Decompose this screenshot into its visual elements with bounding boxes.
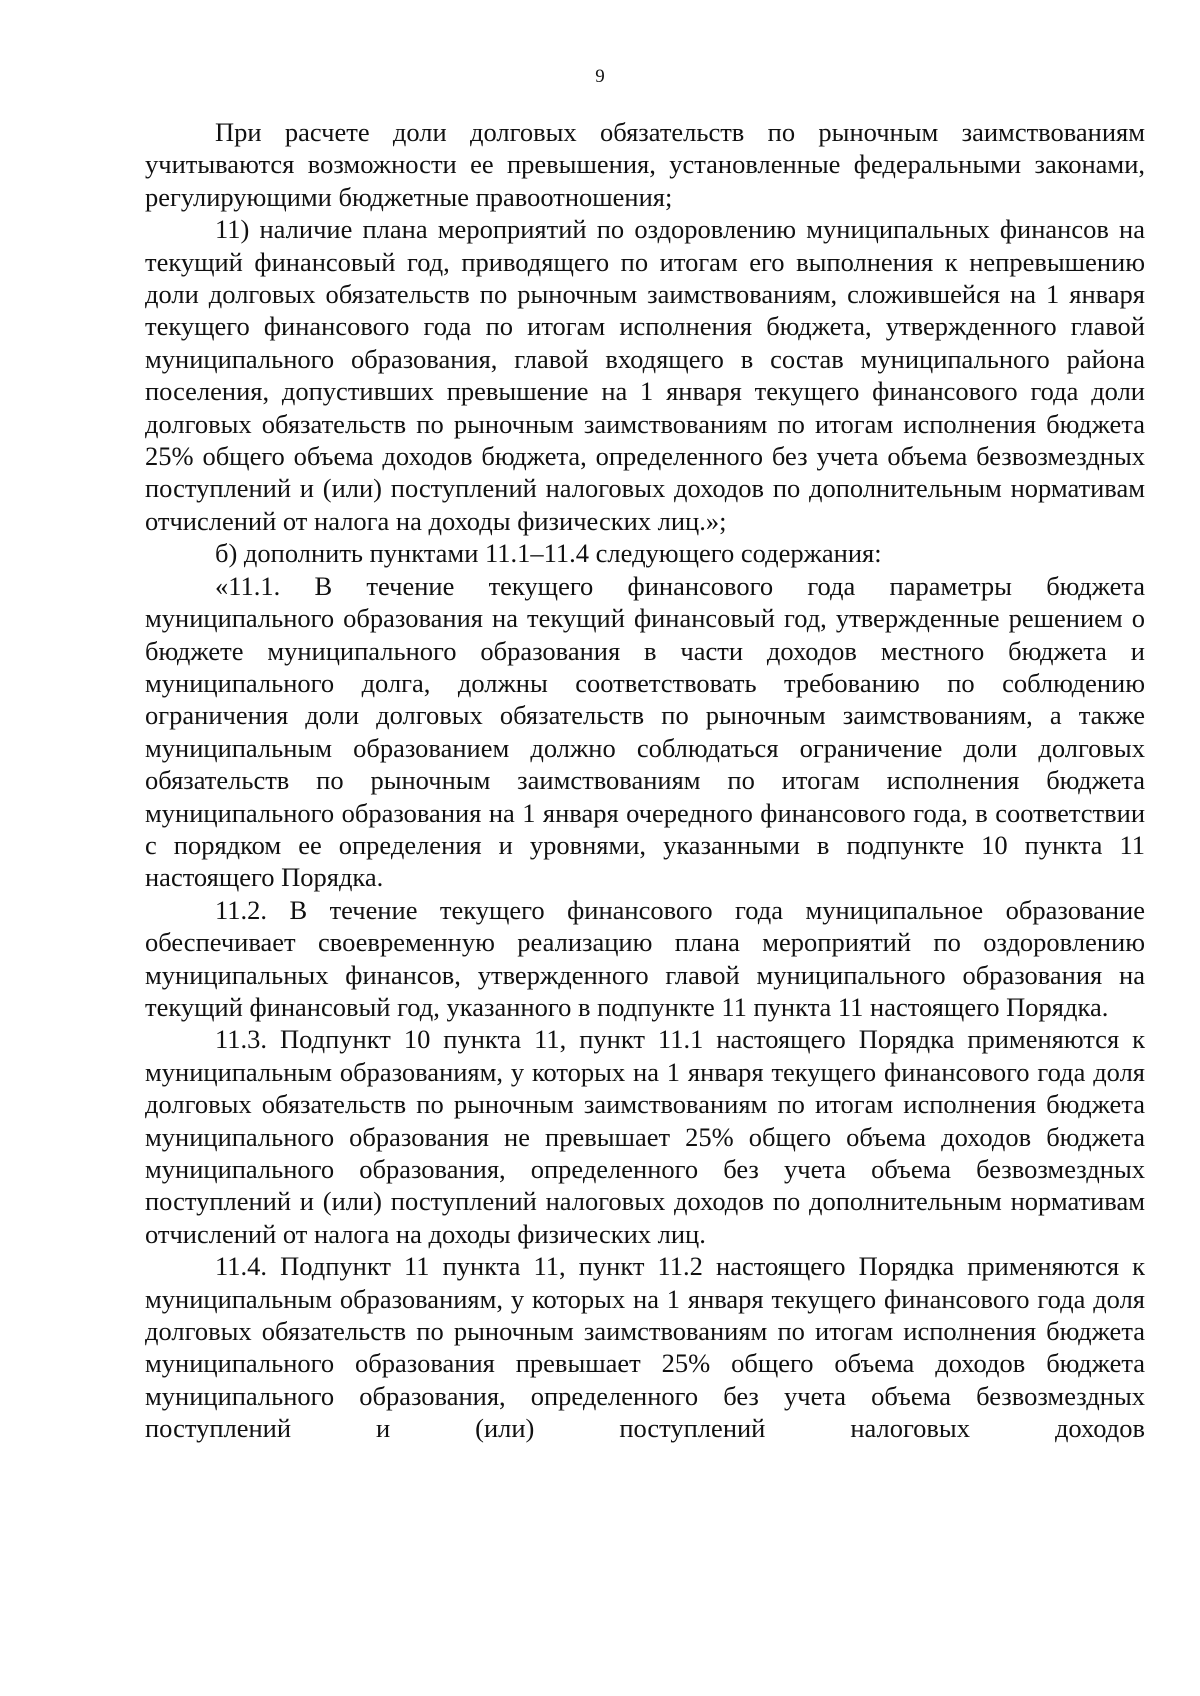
paragraph-clause-11-4: 11.4. Подпункт 11 пункта 11, пункт 11.2 настоящего Порядка применяются к муниципальным образованиям, у которых на 1 января текущего финансового года доля долговых обязательств по рыночным заимствованиям по итогам исполнения бюджета муниципального образования превышает 25% общего объема доходов бюджета муниципального образования, определенного без учета объема безвозмездных поступлений и (или) поступлений налоговых доходов (145, 1251, 1145, 1444)
page-number: 9 (595, 66, 605, 87)
paragraph-market-borrowing-note: При расчете доли долговых обязательств по рыночным заимствованиям учитываются возможности ее превышения, установленные федеральными законами, регулирующими бюджетные правоотношения; (145, 117, 1145, 212)
paragraph-clause-11-3: 11.3. Подпункт 10 пункта 11, пункт 11.1 настоящего Порядка применяются к муниципальным образованиям, у которых на 1 января текущего финансового года доля долговых обязательств по рыночным заимствованиям по итогам исполнения бюджета муниципального образования не превышает 25% общего объема доходов бюджета муниципального образования, определенного без учета объема безвозмездных поступлений и (или) поступлений налоговых доходов по дополнительным нормативам отчислений от налога на доходы физических лиц. (145, 1024, 1145, 1249)
paragraph-clause-11-2: 11.2. В течение текущего финансового года муниципальное образование обеспечивает своевременную реализацию плана мероприятий по оздоровлению муниципальных финансов, утвержденного главой муниципального образования на текущий финансовый год, указанного в подпункте 11 пункта 11 настоящего Порядка. (145, 894, 1145, 1022)
paragraph-item-b-supplement: б) дополнить пунктами 11.1–11.4 следующего содержания: (215, 538, 882, 569)
paragraph-item-11-recovery-plan: 11) наличие плана мероприятий по оздоровлению муниципальных финансов на текущий финансовый год, приводящего по итогам его выполнения к непревышению доли долговых обязательств по рыночным заимствованиям, сложившейся на 1 января текущего финансового года по итогам исполнения бюджета, утвержденного главой муниципального образования, главой входящего в состав муниципального района поселения, допустивших превышение на 1 января текущего финансового года доли долговых обязательств по рыночным заимствованиям по итогам исполнения бюджета 25% общего объема доходов бюджета, определенного без учета объема безвозмездных поступлений и (или) поступлений налоговых доходов по дополнительным нормативам отчислений от налога на доходы физических лиц.»; (145, 214, 1145, 536)
document-body (145, 116, 1145, 1445)
paragraph-clause-11-1: «11.1. В течение текущего финансового года параметры бюджета муниципального образования на текущий финансовый год, утвержденные решением о бюджете муниципального образования в части доходов местного бюджета и муниципального долга, должны соответствовать требованию по соблюдению ограничения доли долговых обязательств по рыночным заимствованиям, а также муниципальным образованием должно соблюдаться ограничение доли долговых обязательств по рыночным заимствованиям по итогам исполнения бюджета муниципального образования на 1 января очередного финансового года, в соответствии с порядком ее определения и уровнями, указанными в подпункте 10 пункта 11 настоящего Порядка. (145, 570, 1145, 893)
